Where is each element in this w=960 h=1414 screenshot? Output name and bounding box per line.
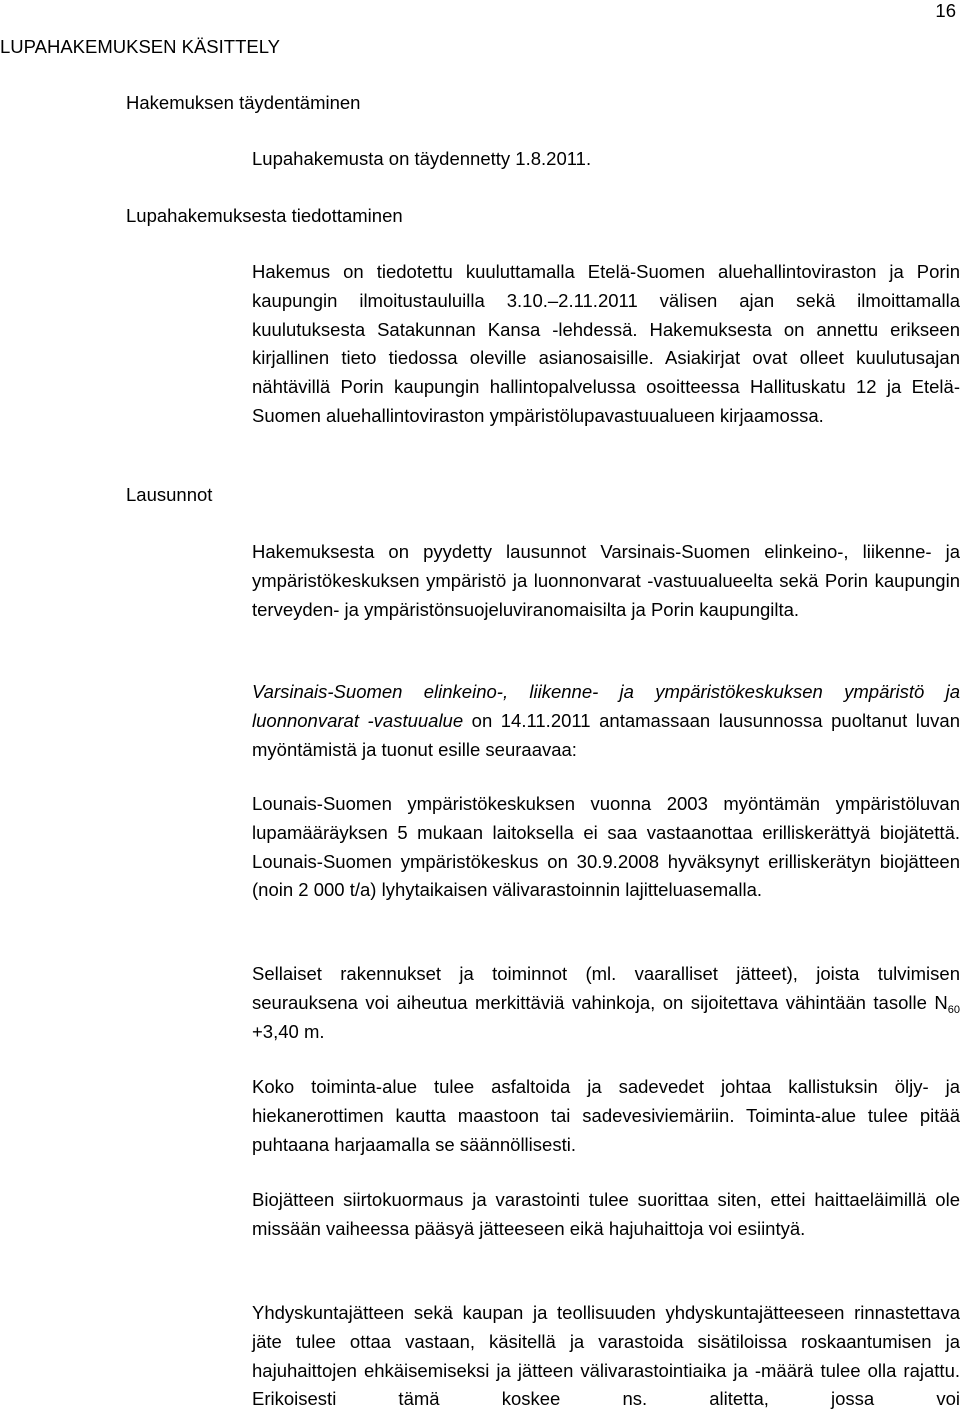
statement-point-1: Lounais-Suomen ympäristökeskuksen vuonna 2003 myöntämän ympäristöluvan lupamääräyksen 5 mukaan laitoksella ei saa vastaanottaa erilliskerättyä biojätettä. Lounais-Suomen ympäristökeskus on 30.9.2008 hyväksynyt erilliskerätyn biojätteen (noin 2 000 t/a) lyhytaikaisen välivarastoinnin lajitteluasemalla. — [252, 793, 960, 901]
statement-summary-paragraph — [252, 678, 960, 764]
statement-point-4: Biojätteen siirtokuormaus ja varastointi tulee suorittaa siten, ettei haittaeläimillä ole missään vaiheessa pääsyä jätteeseen eikä hajuhaittoja voi esiintyä. — [252, 1189, 960, 1239]
statements-intro-paragraph: Hakemuksesta on pyydetty lausunnot Varsinais-Suomen elinkeino-, liikenne- ja ympäristökeskuksen ympäristö ja luonnonvarat -vastuualueelta sekä Porin kaupungin terveyden- ja ympäristönsuojeluviranomaisilta ja Porin kaupungilta. — [252, 541, 960, 620]
statement-point-2-subscript: 60 — [947, 1003, 960, 1016]
statement-point-2-level: +3,40 m. — [252, 1020, 325, 1042]
statement-point-5: Yhdyskuntajätteen sekä kaupan ja teollisuuden yhdyskuntajätteeseen rinnastettava jäte tulee ottaa vastaan, käsitellä ja varastoida sisätiloissa roskaantumisen ja hajuhaittojen ehkäisemiseksi ja jätteen välivarastointiaika ja -määrä tulee olla rajattu. Erikoisesti tämä koskee ns. alitetta, jossa voi — [252, 1302, 960, 1410]
notification-paragraph: Hakemus on tiedotettu kuuluttamalla Etelä-Suomen aluehallintoviraston ja Porin kaupungin ilmoitustauluilla 3.10.–2.11.2011 välisen ajan sekä ilmoittamalla kuulutuksesta Satakunnan Kansa -lehdessä. Hakemuksesta on annettu erikseen kirjallinen tieto tiedossa oleville asianosaisille. Asiakirjat ovat olleet kuulutusajan nähtävillä Porin kaupungin hallintopalvelussa osoitteessa Hallituskatu 12 ja Etelä-Suomen aluehallintoviraston ympäristölupavastuualueen kirjaamossa. — [252, 261, 960, 426]
section-heading-statements: Lausunnot — [126, 484, 213, 505]
statement-summary-text: on 14.11.2011 antamassaan lausunnossa puoltanut luvan myöntämistä ja tuonut esille seuraavaa: — [252, 709, 960, 760]
statement-point-3: Koko toiminta-alue tulee asfaltoida ja sadevedet johtaa kallistuksin öljy- ja hiekanerottimen kautta maastoon tai sadevesiviemäriin. Toiminta-alue tulee pitää puhtaana harjaamalla se säännöllisesti. — [252, 1076, 960, 1155]
section-heading-notification: Lupahakemuksesta tiedottaminen — [126, 205, 403, 226]
statement-author: Varsinais-Suomen elinkeino-, liikenne- ja ympäristökeskuksen ympäristö ja luonnonvarat -vastuualue — [252, 681, 960, 731]
page-number: 16 — [935, 0, 956, 21]
statement-point-2 — [252, 960, 960, 1046]
chapter-title: LUPAHAKEMUKSEN KÄSITTELY — [0, 36, 280, 57]
supplement-text: Lupahakemusta on täydennetty 1.8.2011. — [252, 148, 592, 169]
section-heading-supplement: Hakemuksen täydentäminen — [126, 92, 361, 113]
statement-point-2-text: Sellaiset rakennukset ja toiminnot (ml. vaaralliset jätteet), joista tulvimisen seurauksena voi aiheutua merkittäviä vahinkoja, on sijoitettava vähintään tasolle N — [252, 963, 960, 1013]
